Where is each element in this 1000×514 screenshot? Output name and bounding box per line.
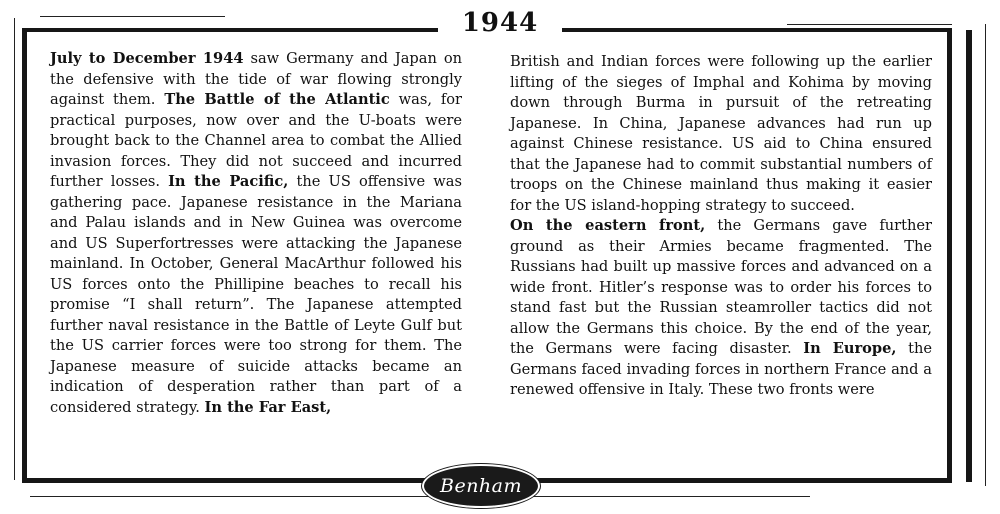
text-segment: the Germans gave further ground as their Armies became fragmented. The Russians had built up massive forces and advanced on a wide front. Hitler’s response was to order his forces to stand fast but the Russian steamroller tactics did not allow the Germans this choice. By the end of the year, the Germans were facing disaster.: [510, 217, 932, 357]
text-segment-bold: July to December 1944: [50, 50, 244, 67]
text-segment: the US offensive was gathering pace. Japanese resistance in the Mariana and Palau islands and in New Guinea was overcome and US Superfortresses were attacking the Japanese mainland. In October, General MacArthur followed his US forces onto the Phillipine beaches to recall his promise “I shall return”. The Japanese attempted further naval resistance in the Battle of Leyte Gulf but the US carrier forces were too strong for them. The Japanese measure of suicide attacks became an indication of desperation rather than part of a considered strategy.: [50, 173, 462, 416]
frame-line-bottom: [30, 496, 810, 497]
frame-line-right: [985, 24, 986, 486]
right-paragraph-2: [510, 216, 932, 401]
text-segment-bold: In Europe,: [803, 340, 897, 357]
text-segment-bold: On the eastern front,: [510, 217, 706, 234]
right-column: [510, 52, 932, 401]
left-column: [50, 49, 462, 418]
text-segment: saw Germany and Japan on the defensive with the tide of war flowing strongly against them.: [50, 50, 463, 108]
page-title: 1944: [438, 6, 562, 40]
left-paragraph: [50, 49, 462, 418]
frame-line-left: [14, 18, 15, 480]
benham-logo: [424, 466, 538, 506]
logo-text: Benham: [439, 475, 523, 497]
text-segment: British and Indian forces were following up the earlier lifting of the sieges of Imphal and Kohima by moving down through Burma in pursuit of the retreating Japanese. In China, Japanese advances had run up against Chinese resistance. US aid to China ensured that the Japanese had to commit substantial numbers of troops on the Chinese mainland thus making it easier for the US island-hopping strategy to succeed.: [510, 53, 932, 214]
text-segment-bold: In the Pacific,: [168, 173, 289, 190]
text-segment: was, for practical purposes, now over and the U-boats were brought back to the Channel area to combat the Allied invasion forces. They did not succeed and incurred further losses.: [50, 91, 463, 190]
right-paragraph-1: [510, 52, 932, 216]
title-area: [0, 6, 1000, 40]
page-border-right: [966, 30, 972, 482]
text-segment-bold: The Battle of the Atlantic: [164, 91, 390, 108]
text-segment-bold: In the Far East,: [204, 398, 332, 416]
text-segment: the Germans faced invading forces in northern France and a renewed offensive in Italy. These two fronts were: [510, 340, 932, 398]
